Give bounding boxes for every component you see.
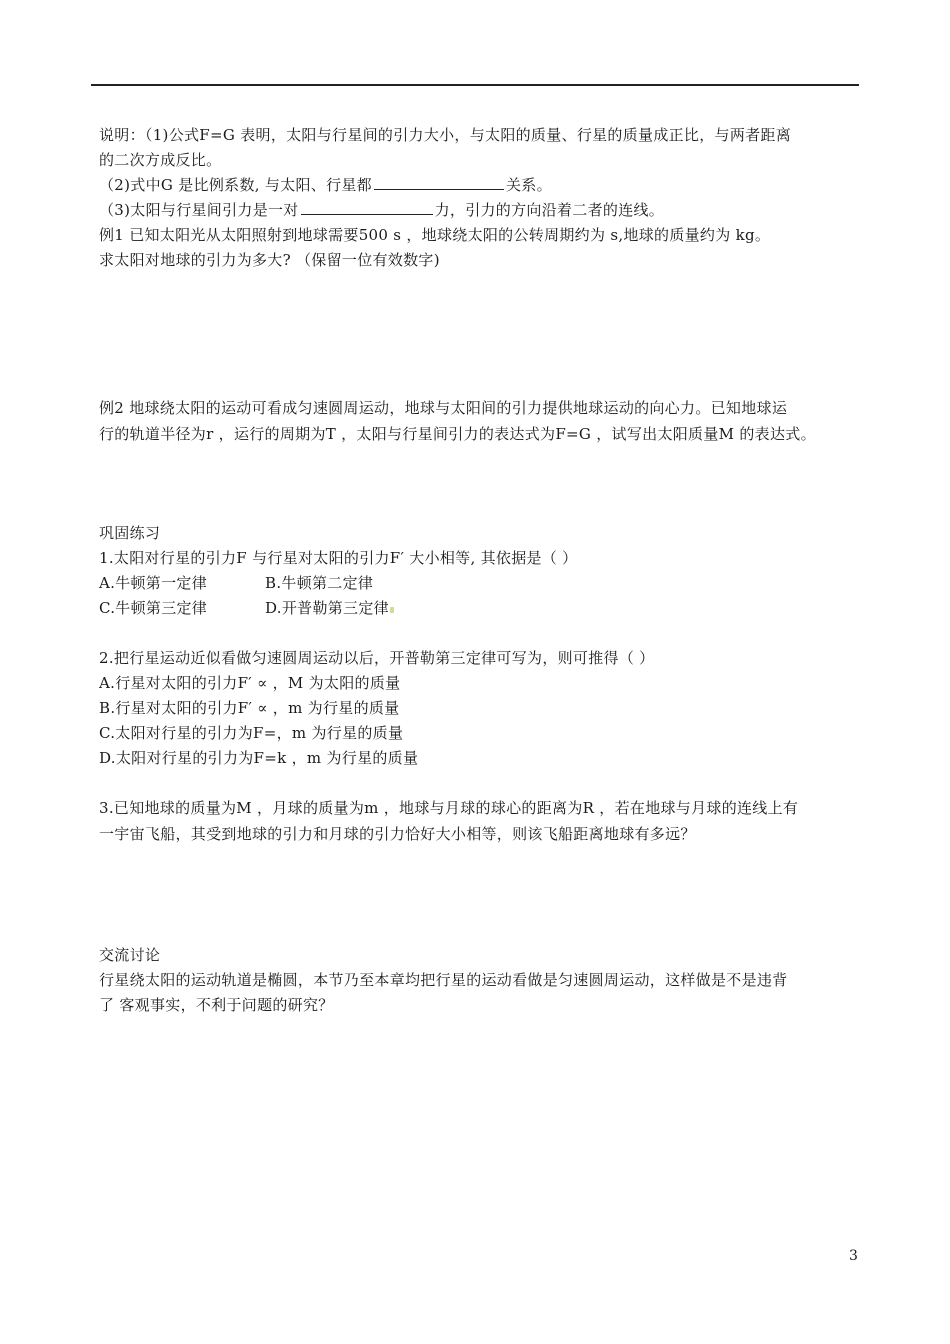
explanation-line-3	[99, 175, 552, 195]
q2-option-d: D.太阳对行星的引力为F=k ，m 为行星的质量	[99, 749, 419, 767]
example2-line-1: 例2 地球绕太阳的运动可看成匀速圆周运动，地球与太阳间的引力提供地球运动的向心力。已知地球运	[99, 399, 788, 417]
example2-line-2: 行的轨道半径为r ，运行的周期为T ，太阳与行星间引力的表达式为F=G ，试写出太阳质量M 的表达式。	[99, 425, 816, 443]
q1-option-c: C.牛顿第三定律	[99, 599, 208, 617]
explanation-line-4-post: 力，引力的方向沿着二者的连线。	[434, 201, 665, 219]
q1-option-d-text: D.开普勒第三定律	[265, 599, 389, 617]
highlight-mark	[390, 607, 394, 613]
explanation-line-1: 说明：（1)公式F=G 表明，太阳与行星间的引力大小，与太阳的质量、行星的质量成正比，与两者距离	[99, 126, 792, 144]
explanation-line-3-post: 关系。	[505, 176, 552, 194]
q2-option-b: B.行星对太阳的引力F′ ∝ ，m 为行星的质量	[99, 699, 400, 717]
q1-stem: 1.太阳对行星的引力F 与行星对太阳的引力F′ 大小相等, 其依据是（ ）	[99, 549, 578, 567]
q2-option-a: A.行星对太阳的引力F′ ∝ ，M 为太阳的质量	[99, 674, 401, 692]
q1-option-a: A.牛顿第一定律	[99, 574, 208, 592]
q1-option-d	[265, 598, 394, 618]
q2-option-c: C.太阳对行星的引力为F=，m 为行星的质量	[99, 724, 404, 742]
example1-line-1: 例1 已知太阳光从太阳照射到地球需要500 s ，地球绕太阳的公转周期约为 s,地球的质量约为 kg。	[99, 226, 771, 244]
explanation-line-4-pre: （3)太阳与行星间引力是一对	[99, 201, 299, 219]
explanation-line-2: 的二次方成反比。	[99, 151, 222, 169]
discussion-line-2: 了 客观事实，不利于问题的研究？	[99, 996, 334, 1014]
q2-stem: 2.把行星运动近似看做匀速圆周运动以后，开普勒第三定律可写为，则可推得（ ）	[99, 649, 655, 667]
practice-heading: 巩固练习	[99, 524, 161, 542]
q1-option-b: B.牛顿第二定律	[265, 574, 374, 592]
page-number: 3	[849, 1248, 858, 1264]
explanation-line-3-pre: （2)式中G 是比例系数, 与太阳、行星都	[99, 176, 372, 194]
explanation-line-4	[99, 200, 664, 220]
fill-blank-1[interactable]	[374, 175, 504, 190]
header-rule	[91, 84, 859, 86]
discussion-line-1: 行星绕太阳的运动轨道是椭圆，本节乃至本章均把行星的运动看做是匀速圆周运动，这样做是不是违背	[99, 971, 788, 989]
q3-line-2: 一宇宙飞船，其受到地球的引力和月球的引力恰好大小相等，则该飞船距离地球有多远？	[99, 825, 696, 843]
q3-line-1: 3.已知地球的质量为M ，月球的质量为m ，地球与月球的球心的距离为R ，若在地球与月球的连线上有	[99, 799, 799, 817]
discussion-heading: 交流讨论	[99, 946, 161, 964]
example1-line-2: 求太阳对地球的引力为多大? （保留一位有效数字)	[99, 251, 440, 269]
fill-blank-2[interactable]	[301, 200, 433, 215]
